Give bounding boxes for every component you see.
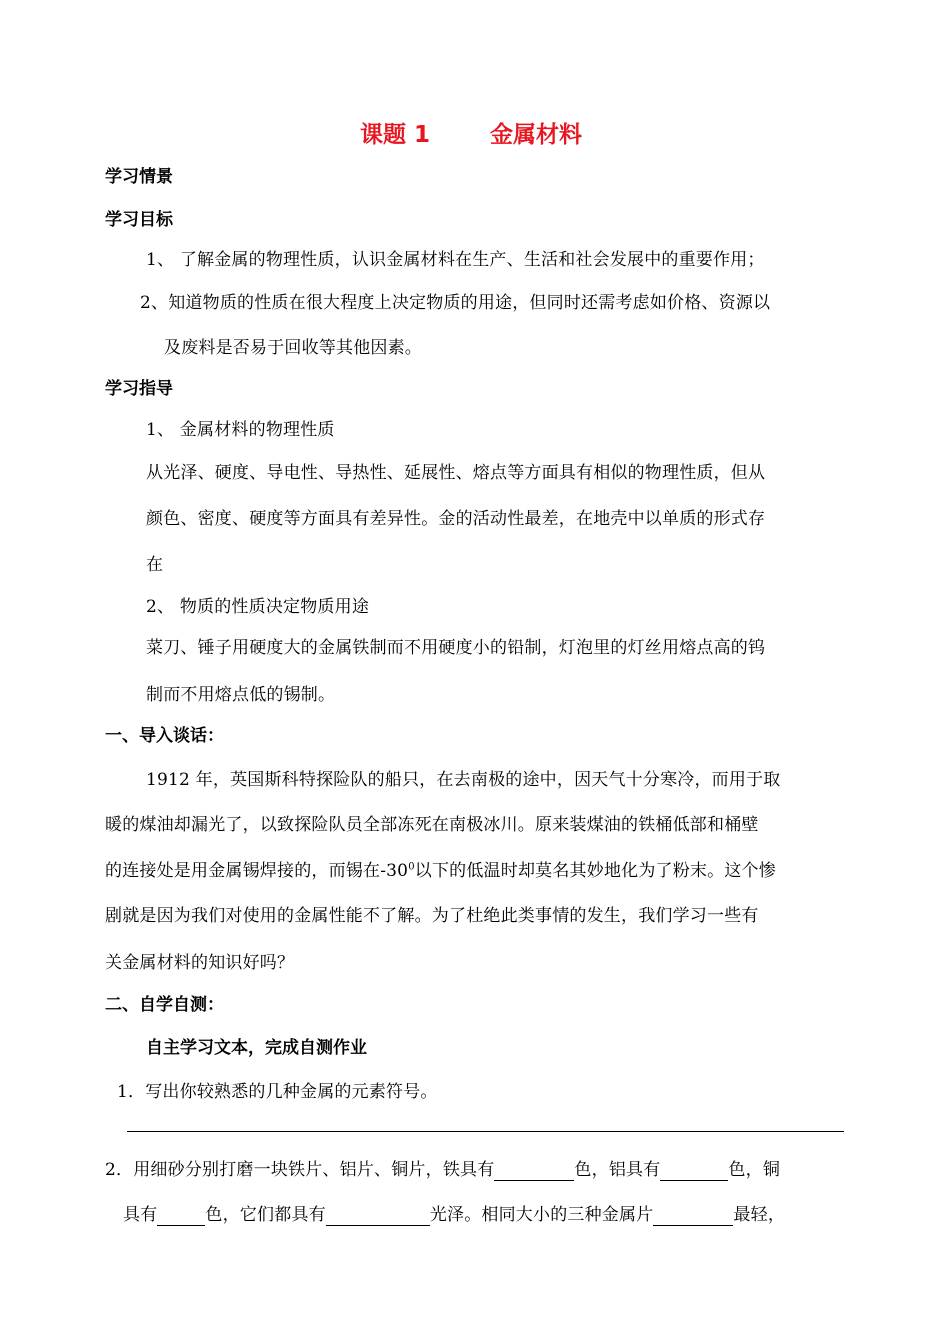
title-number: 课题 1	[360, 122, 431, 148]
guide-point-2-title: 2、 物质的性质决定物质用途	[146, 597, 370, 617]
blank-luster[interactable]	[326, 1205, 430, 1226]
heading-learning-goals: 学习目标	[105, 210, 173, 230]
question-2-text-b: 色，铝具有	[574, 1160, 661, 1180]
question-2-text-c: 色，铜	[728, 1160, 781, 1180]
goal-1: 1、 了解金属的物理性质，认识金属材料在生产、生活和社会发展中的重要作用；	[146, 250, 765, 270]
page-title: 金属材料	[490, 122, 582, 148]
goal-2-line-2: 及废料是否易于回收等其他因素。	[164, 338, 422, 358]
intro-line-2: 暖的煤油却漏光了，以致探险队员全部冻死在南极冰川。原来装煤油的铁桶低部和桶壁	[105, 815, 759, 835]
question-2-text-f: 光泽。相同大小的三种金属片	[429, 1205, 654, 1225]
heading-self-test: 二、自学自测：	[105, 995, 224, 1015]
intro-line-1: 1912 年，英国斯科特探险队的船只，在去南极的途中，因天气十分寒冷，而用于取	[146, 770, 781, 790]
intro-line-4: 剧就是因为我们对使用的金属性能不了解。为了杜绝此类事情的发生，我们学习一些有	[105, 906, 759, 926]
guide-point-1-line-3: 在	[146, 555, 164, 575]
guide-point-2-line-2: 制而不用熔点低的锡制。	[146, 685, 336, 705]
intro-line-3-part-a: 的连接处是用金属锡焊接的，而锡在-30	[105, 861, 409, 881]
heading-learning-guide: 学习指导	[105, 379, 173, 399]
question-2-text-g: 最轻，	[733, 1205, 786, 1225]
intro-line-3	[105, 856, 776, 881]
blank-iron-color[interactable]	[494, 1160, 574, 1181]
guide-point-2-line-1: 菜刀、锤子用硬度大的金属铁制而不用硬度小的铅制，灯泡里的灯丝用熔点高的钨	[146, 638, 766, 658]
question-2-line-1	[105, 1155, 780, 1181]
question-2-text-d: 具有	[123, 1205, 158, 1225]
answer-line-question-1[interactable]	[127, 1131, 844, 1132]
question-1: 1．写出你较熟悉的几种金属的元素符号。	[117, 1082, 438, 1102]
intro-line-5: 关金属材料的知识好吗？	[105, 953, 295, 973]
guide-point-1-title: 1、 金属材料的物理性质	[146, 420, 335, 440]
blank-lightest-metal[interactable]	[653, 1205, 733, 1226]
question-2-text-e: 色，它们都具有	[205, 1205, 326, 1225]
intro-line-3-part-b: 以下的低温时却莫名其妙地化为了粉末。这个惨	[414, 861, 776, 881]
question-2-line-2	[123, 1200, 785, 1226]
self-study-instruction: 自主学习文本，完成自测作业	[146, 1038, 367, 1058]
degree-superscript: 0	[408, 861, 415, 873]
heading-intro-talk: 一、导入谈话：	[105, 726, 224, 746]
guide-point-1-line-1: 从光泽、硬度、导电性、导热性、延展性、熔点等方面具有相似的物理性质，但从	[146, 463, 766, 483]
blank-copper-color[interactable]	[157, 1205, 205, 1226]
guide-point-1-line-2: 颜色、密度、硬度等方面具有差异性。金的活动性最差，在地壳中以单质的形式存	[146, 509, 766, 529]
goal-2-line-1: 2、知道物质的性质在很大程度上决定物质的用途，但同时还需考虑如价格、资源以	[140, 293, 771, 313]
question-2-text-a: 2．用细砂分别打磨一块铁片、铝片、铜片，铁具有	[105, 1160, 495, 1180]
heading-learning-scene: 学习情景	[105, 167, 173, 187]
blank-aluminum-color[interactable]	[660, 1160, 728, 1181]
